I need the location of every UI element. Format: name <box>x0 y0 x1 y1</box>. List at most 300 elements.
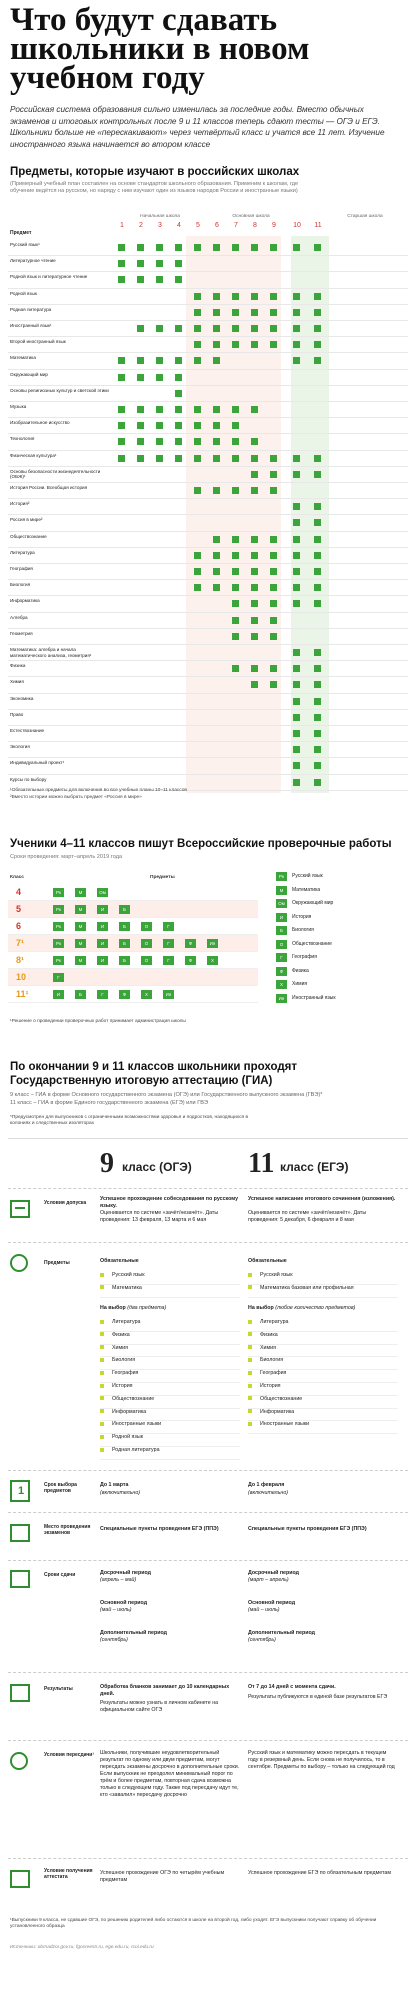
study-mark <box>232 293 239 300</box>
divider <box>8 1242 408 1243</box>
study-mark <box>137 260 144 267</box>
study-mark <box>270 552 277 559</box>
adm9-main: Успешное прохождение собеседования по русскому языку. <box>100 1196 239 1209</box>
study-mark <box>251 633 258 640</box>
study-mark <box>232 665 239 672</box>
vpr-subject-badge: Ф <box>185 956 196 965</box>
vpr-subject-badge: Б <box>119 939 130 948</box>
legend-label: Физика <box>292 967 309 974</box>
required-subject: Математика базовая или профильная <box>248 1285 398 1298</box>
vpr-subject-badge: М <box>75 922 86 931</box>
subject-row <box>8 596 408 612</box>
vpr-subject-badge: М <box>75 888 86 897</box>
bullet-icon <box>248 1332 252 1336</box>
subject-row <box>8 434 408 450</box>
study-mark <box>213 536 220 543</box>
study-mark <box>270 617 277 624</box>
subject-row <box>8 548 408 564</box>
t11-main: Основной период <box>248 1600 296 1606</box>
study-mark <box>156 422 163 429</box>
gia-intro-2: 11 класс – ГИА в форме Единого государственного экзамена (ЕГЭ) или ГВЭ <box>10 1100 208 1106</box>
req9-head: Обязательные <box>100 1258 139 1264</box>
bullet-icon <box>248 1345 252 1349</box>
vpr-subject-badge: Б <box>119 956 130 965</box>
t11-early-dates: (март – апрель) <box>248 1577 289 1583</box>
dl9: До 1 марта <box>100 1482 129 1488</box>
subject-row <box>8 240 408 256</box>
study-mark <box>314 455 321 462</box>
study-mark <box>232 244 239 251</box>
subject-row <box>8 451 408 467</box>
bullet-icon <box>248 1285 252 1289</box>
vpr-subject-badge: Б <box>119 922 130 931</box>
gia-footnote: ¹Выпускники 9 класса, не сдавшие ОГЭ, по решению родителей либо остаются в школе на второй год, либо уходят. ЕГЭ выпускники получают справку об обучении установленного образца <box>10 1918 377 1929</box>
building-icon <box>10 1524 30 1542</box>
optional-subject: Обществознание <box>100 1396 240 1409</box>
study-mark <box>194 293 201 300</box>
study-mark <box>251 665 258 672</box>
study-mark <box>232 568 239 575</box>
diploma-icon <box>10 1870 30 1888</box>
study-mark <box>156 438 163 445</box>
grade-header: 9 <box>272 222 276 229</box>
subject-row <box>8 629 408 645</box>
study-mark <box>232 584 239 591</box>
vpr-subject-badge: И <box>97 905 108 914</box>
vpr-class: 7¹ <box>16 938 25 948</box>
opt11-sub: (любое количество предметов) <box>275 1305 356 1311</box>
study-mark <box>213 568 220 575</box>
t11-early: Досрочный период <box>248 1570 299 1576</box>
study-mark <box>232 406 239 413</box>
cert9: Успешное прохождение ОГЭ по четырём учебным предметам <box>100 1870 225 1883</box>
study-mark <box>175 244 182 251</box>
study-mark <box>175 325 182 332</box>
retake11: Русский язык и математику можно пересдать в текущем году в резервный день. Если снова не получилось, то в сентябре. Предметы по выбору – только на следующий год <box>248 1750 395 1770</box>
legend-badge: И <box>276 913 287 922</box>
study-mark <box>270 341 277 348</box>
study-mark <box>293 714 300 721</box>
col11-caption: класс (ЕГЭ) <box>280 1160 349 1174</box>
t9-add-dates: (сентябрь) <box>100 1637 128 1643</box>
gia-heading: По окончании 9 и 11 классов школьники проходят Государственную итоговую аттестацию (ГИА) <box>10 1061 297 1087</box>
study-mark <box>314 665 321 672</box>
study-mark <box>156 260 163 267</box>
vpr-subject-badge: М <box>75 905 86 914</box>
study-mark <box>293 244 300 251</box>
study-mark <box>118 406 125 413</box>
study-mark <box>213 341 220 348</box>
study-mark <box>293 471 300 478</box>
vpr-subject-badge: Рк <box>53 956 64 965</box>
study-mark <box>270 487 277 494</box>
vpr-row <box>8 918 258 935</box>
study-mark <box>213 357 220 364</box>
study-mark <box>293 536 300 543</box>
study-mark <box>194 487 201 494</box>
study-mark <box>293 568 300 575</box>
study-mark <box>314 779 321 786</box>
study-mark <box>270 600 277 607</box>
study-mark <box>137 357 144 364</box>
subject-name: Экономика <box>10 695 34 701</box>
study-mark <box>293 730 300 737</box>
study-mark <box>232 600 239 607</box>
study-mark <box>314 568 321 575</box>
optional-subject: География <box>248 1370 398 1383</box>
subject-row <box>8 418 408 434</box>
grade-header: 11 <box>314 222 322 229</box>
study-mark <box>137 455 144 462</box>
study-mark <box>194 455 201 462</box>
study-mark <box>314 762 321 769</box>
vpr-subject-badge: Х <box>141 990 152 999</box>
grade-header: 6 <box>215 222 219 229</box>
subjects-heading: Предметы, которые изучают в российских школах <box>10 166 300 178</box>
opt11-head: На выбор <box>248 1305 274 1311</box>
subject-name: Химия <box>10 679 24 685</box>
opt9-sub: (два предмета) <box>127 1305 167 1311</box>
group-primary-label: Начальная школа <box>140 214 180 219</box>
study-mark <box>293 309 300 316</box>
study-mark <box>175 390 182 397</box>
study-mark <box>232 325 239 332</box>
study-mark <box>270 293 277 300</box>
study-mark <box>270 633 277 640</box>
bullet-icon <box>100 1384 104 1388</box>
study-mark <box>293 341 300 348</box>
vpr-row <box>8 884 258 901</box>
vpr-class: 11¹ <box>16 989 29 999</box>
vpr-subject-badge: М <box>75 939 86 948</box>
legend-label: Иностранный язык <box>292 994 336 1001</box>
study-mark <box>175 455 182 462</box>
study-mark <box>156 374 163 381</box>
study-mark <box>232 633 239 640</box>
optional-subject: Литература <box>100 1319 240 1332</box>
bullet-icon <box>248 1358 252 1362</box>
t11-main-dates: (май – июль) <box>248 1607 280 1613</box>
grade-header: 5 <box>196 222 200 229</box>
study-mark <box>293 552 300 559</box>
subject-row <box>8 515 408 531</box>
subject-row <box>8 305 408 321</box>
optional-subject: Химия <box>100 1345 240 1358</box>
study-mark <box>232 438 239 445</box>
calendar-icon <box>10 1570 30 1588</box>
subject-row <box>8 289 408 305</box>
grade-header: 7 <box>234 222 238 229</box>
study-mark <box>194 325 201 332</box>
bullet-icon <box>100 1422 104 1426</box>
legend-label: Русский язык <box>292 873 323 879</box>
study-mark <box>314 503 321 510</box>
subject-row <box>8 532 408 548</box>
study-mark <box>270 681 277 688</box>
legend-badge: Ф <box>276 967 287 976</box>
adm11-detail: Оценивается по системе «зачёт/незачёт». Даты проведения: 5 декабря, 6 февраля и 8 мая <box>248 1210 367 1223</box>
vpr-class: 6 <box>16 921 22 931</box>
study-mark <box>270 584 277 591</box>
study-mark <box>213 487 220 494</box>
bullet-icon <box>248 1396 252 1400</box>
subject-name: Математика: алгебра и начала математического анализа, геометрия¹ <box>10 647 92 658</box>
subject-name: Экология <box>10 744 30 750</box>
subject-row <box>8 726 408 742</box>
subject-name: Родной язык и литературное чтение <box>10 274 88 280</box>
subject-name: Родной язык <box>10 290 37 296</box>
subject-name: Индивидуальный проект¹ <box>10 760 65 766</box>
col9-caption: класс (ОГЭ) <box>122 1160 192 1174</box>
study-mark <box>156 357 163 364</box>
subject-name: Физическая культура¹ <box>10 452 57 458</box>
optional-subject: География <box>100 1370 240 1383</box>
subject-name: Геометрия <box>10 630 33 636</box>
bullet-icon <box>248 1409 252 1413</box>
subjects-label: Предметы <box>44 1260 70 1266</box>
study-mark <box>314 746 321 753</box>
vpr-subject-badge: Б <box>119 905 130 914</box>
study-mark <box>118 438 125 445</box>
subject-name: Технология <box>10 436 35 442</box>
optional-subject: Иностранные языки <box>248 1421 398 1434</box>
vpr-subject-badge: Рк <box>53 888 64 897</box>
divider <box>8 1470 408 1471</box>
study-mark <box>251 244 258 251</box>
adm9-detail: Оценивается по системе «зачёт/незачёт». Даты проведения: 13 февраля, 13 марта и 6 мая <box>100 1210 219 1223</box>
vpr-row <box>8 986 258 1003</box>
res11: От 7 до 14 дней с момента сдачи. <box>248 1684 336 1690</box>
vpr-subject-badge: Рк <box>53 905 64 914</box>
bullet-icon <box>100 1448 104 1452</box>
subject-row <box>8 386 408 402</box>
study-mark <box>251 309 258 316</box>
bullet-icon <box>100 1285 104 1289</box>
study-mark <box>251 584 258 591</box>
legend-badge: М <box>276 886 287 895</box>
study-mark <box>232 341 239 348</box>
study-mark <box>270 309 277 316</box>
dl9-note: (включительно) <box>100 1490 141 1496</box>
study-mark <box>118 455 125 462</box>
study-mark <box>232 487 239 494</box>
study-mark <box>213 584 220 591</box>
study-mark <box>293 665 300 672</box>
grade-header: 8 <box>253 222 257 229</box>
bullet-icon <box>248 1320 252 1324</box>
bullet-icon <box>100 1332 104 1336</box>
study-mark <box>156 244 163 251</box>
bullet-icon <box>100 1358 104 1362</box>
divider <box>8 1560 408 1561</box>
place-label: Место проведения экзаменов <box>44 1524 91 1537</box>
req11-head: Обязательные <box>248 1258 287 1264</box>
study-mark <box>175 438 182 445</box>
subject-name: Естествознание <box>10 728 45 733</box>
legend-label: География <box>292 954 317 960</box>
bullet-icon <box>100 1320 104 1324</box>
study-mark <box>251 617 258 624</box>
study-mark <box>213 422 220 429</box>
study-mark <box>251 438 258 445</box>
study-mark <box>293 455 300 462</box>
required-subject: Русский язык <box>248 1272 398 1285</box>
subject-name: Музыка <box>10 404 27 409</box>
gia-note: *Предусмотрен для выпускников с ограниченными возможностями здоровья и подростков, находящихся в колониях и следственных изоляторах <box>10 1115 249 1126</box>
deadline-label: Срок выбора предметов <box>44 1482 77 1495</box>
vpr-subject-badge: И <box>97 922 108 931</box>
study-mark <box>118 276 125 283</box>
subject-row <box>8 370 408 386</box>
study-mark <box>251 341 258 348</box>
study-mark <box>314 584 321 591</box>
bullet-icon <box>100 1409 104 1413</box>
legend-badge: Г <box>276 953 287 962</box>
study-mark <box>251 455 258 462</box>
bullet-icon <box>100 1345 104 1349</box>
study-mark <box>194 309 201 316</box>
divider <box>8 1138 408 1139</box>
divider <box>8 1740 408 1741</box>
study-mark <box>232 552 239 559</box>
study-mark <box>293 681 300 688</box>
subject-name: География <box>10 566 33 571</box>
study-mark <box>175 357 182 364</box>
subject-row <box>8 694 408 710</box>
study-mark <box>270 455 277 462</box>
retake-label: Условия пересдачи¹ <box>44 1752 95 1758</box>
legend-label: Окружающий мир <box>292 900 334 906</box>
study-mark <box>137 438 144 445</box>
page-title: Что будут сдавать школьники в новом учебном году <box>10 2 310 96</box>
required-subject: Математика <box>100 1285 240 1298</box>
res11-detail: Результаты публикуются в единой базе результатов ЕГЭ <box>248 1694 388 1700</box>
dl11-note: (включительно) <box>248 1490 289 1496</box>
subject-row <box>8 564 408 580</box>
vpr-class: 5 <box>16 904 22 914</box>
bullet-icon <box>100 1273 104 1277</box>
subject-name: Родная литература <box>10 306 52 312</box>
study-mark <box>194 244 201 251</box>
study-mark <box>137 276 144 283</box>
study-mark <box>293 503 300 510</box>
divider <box>8 1672 408 1673</box>
subject-name: Основы безопасности жизнедеятельности (ОБЖ)¹ <box>10 468 101 480</box>
vpr-subject-badge: И <box>97 956 108 965</box>
subject-row <box>8 580 408 596</box>
study-mark <box>137 374 144 381</box>
study-mark <box>232 617 239 624</box>
subject-name: Русский язык¹ <box>10 242 40 247</box>
legend-badge: Х <box>276 980 287 989</box>
subject-name: Биология <box>10 582 31 588</box>
books-icon <box>10 1254 28 1272</box>
study-mark <box>213 244 220 251</box>
study-mark <box>314 714 321 721</box>
bullet-icon <box>248 1384 252 1388</box>
study-mark <box>175 422 182 429</box>
study-mark <box>251 325 258 332</box>
vpr-subject-badge: Г <box>97 990 108 999</box>
optional-subject: Родной язык <box>100 1434 240 1447</box>
gia-intro-1: 9 класс – ГИА в форме Основного государственного экзамена (ОГЭ) или Государственного выпускного экзамена (ГВЭ)* <box>10 1092 323 1098</box>
study-mark <box>314 730 321 737</box>
study-mark <box>314 649 321 656</box>
study-mark <box>194 584 201 591</box>
subject-name: История России. Всеобщая история <box>10 485 88 490</box>
subject-name: Изобразительное искусство <box>10 420 70 426</box>
study-mark <box>137 325 144 332</box>
res9: Обработка бланков занимает до 10 календарных дней. <box>100 1684 230 1697</box>
study-mark <box>213 406 220 413</box>
study-mark <box>314 341 321 348</box>
study-mark <box>314 357 321 364</box>
study-mark <box>194 552 201 559</box>
legend-badge: Ом <box>276 899 287 908</box>
subject-name: Литература <box>10 549 35 555</box>
subject-row <box>8 353 408 369</box>
subject-name: Физика <box>10 663 26 669</box>
optional-subject: Биология <box>248 1357 398 1370</box>
study-mark <box>314 698 321 705</box>
col9-number: 9 <box>100 1148 114 1179</box>
grade-header: 3 <box>158 222 162 229</box>
subject-row <box>8 321 408 337</box>
study-mark <box>251 552 258 559</box>
vpr-subject-badge: О <box>141 922 152 931</box>
bullet-icon <box>100 1435 104 1439</box>
study-mark <box>251 600 258 607</box>
study-mark <box>137 244 144 251</box>
study-mark <box>118 357 125 364</box>
grade-header: 10 <box>293 222 301 229</box>
optional-subject: Биология <box>100 1357 240 1370</box>
study-mark <box>293 649 300 656</box>
study-mark <box>251 487 258 494</box>
study-mark <box>293 293 300 300</box>
study-mark <box>194 568 201 575</box>
results-label: Результаты <box>44 1686 73 1692</box>
subjects-col-header: Предмет <box>10 230 32 236</box>
legend-badge: Рк <box>276 872 287 881</box>
vpr-subject-badge: Б <box>75 990 86 999</box>
opt9-head: На выбор <box>100 1305 126 1311</box>
admission-icon <box>10 1200 30 1218</box>
adm11-main: Успешное написание итогового сочинения (изложения). <box>248 1196 396 1202</box>
study-mark <box>270 665 277 672</box>
retake-icon <box>10 1752 28 1770</box>
sources: Источники: obrnadzor.gov.ru, fgosreestr.ru, ege.edu.ru, rcoi.edu.ru <box>10 1945 154 1950</box>
study-mark <box>314 309 321 316</box>
vpr-subject-badge: И <box>97 939 108 948</box>
required-subject: Русский язык <box>100 1272 240 1285</box>
study-mark <box>118 422 125 429</box>
subject-name: История² <box>10 501 30 507</box>
study-mark <box>175 374 182 381</box>
bullet-icon <box>248 1371 252 1375</box>
admission-label: Условия допуска <box>44 1200 87 1206</box>
vpr-subject-badge: О <box>141 956 152 965</box>
optional-subject: Химия <box>248 1345 398 1358</box>
study-mark <box>314 519 321 526</box>
subject-row <box>8 710 408 726</box>
req11-list <box>248 1272 398 1298</box>
study-mark <box>293 519 300 526</box>
grade-header: 1 <box>120 222 124 229</box>
optional-subject: Родная литература <box>100 1447 240 1460</box>
subject-name: Право <box>10 711 24 717</box>
study-mark <box>314 600 321 607</box>
